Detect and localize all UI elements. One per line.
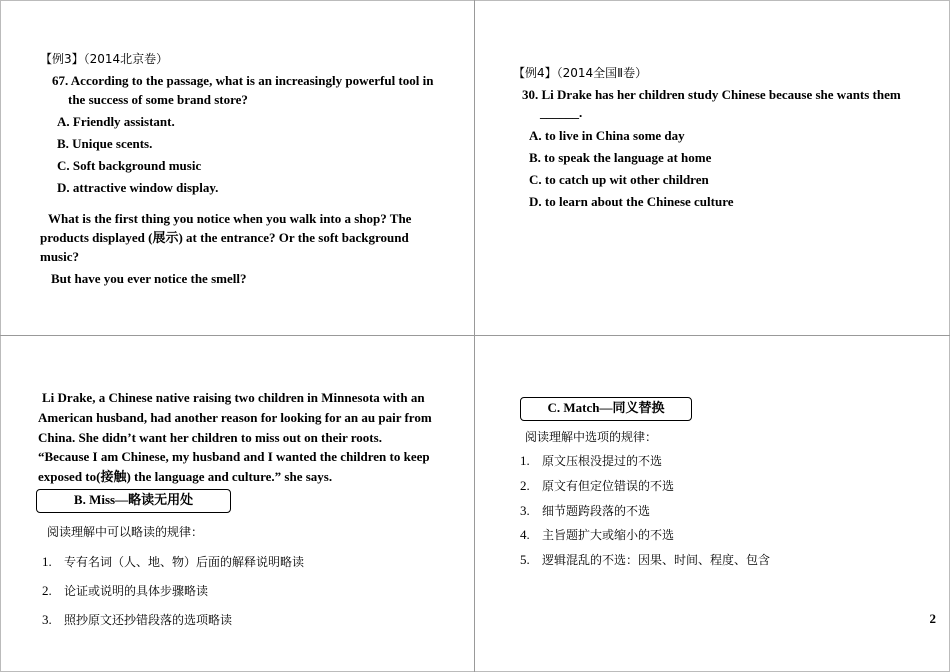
match-rule-3 bbox=[520, 503, 650, 519]
example-4-tag: 【例4】 bbox=[513, 66, 557, 80]
match-rule-4 bbox=[520, 527, 674, 543]
match-rule-2-text: 原文有但定位错误的不选 bbox=[542, 479, 675, 493]
page-number: 2 bbox=[929, 611, 936, 626]
match-rule-4-num: 4. bbox=[520, 527, 530, 542]
miss-rule-2-text: 论证或说明的具体步骤略读 bbox=[64, 584, 209, 598]
match-rule-5-text: 逻辑混乱的不选：因果、时间、程度、包含 bbox=[542, 553, 771, 567]
li-drake-line2: American husband, had another reason for looking for an au pair from bbox=[38, 410, 432, 425]
example-3-option-b: B. Unique scents. bbox=[57, 136, 153, 151]
example-4-question-blank: ______. bbox=[540, 105, 583, 120]
li-drake-line1: Li Drake, a Chinese native raising two children in Minnesota with an bbox=[42, 390, 425, 405]
vertical-divider bbox=[474, 0, 475, 672]
miss-rule-2 bbox=[42, 583, 208, 599]
miss-rule-1 bbox=[42, 554, 304, 570]
horizontal-divider bbox=[0, 335, 950, 336]
miss-rule-3 bbox=[42, 612, 232, 628]
li-drake-line5: exposed to(接触) the language and culture.” she says. bbox=[38, 469, 333, 484]
match-rule-1-text: 原文压根没提过的不选 bbox=[542, 454, 663, 468]
example-3-option-d: D. attractive window display. bbox=[57, 180, 219, 195]
example-3-label bbox=[40, 50, 168, 68]
example-3-option-a: A. Friendly assistant. bbox=[57, 114, 175, 129]
match-rule-2-num: 2. bbox=[520, 478, 530, 493]
miss-rule-1-num: 1. bbox=[42, 554, 52, 569]
example-3-source: （2014北京卷） bbox=[83, 52, 169, 66]
match-rule-5-num: 5. bbox=[520, 552, 530, 567]
match-rule-4-text: 主旨题扩大或缩小的不选 bbox=[542, 528, 675, 542]
example-4-option-a: A. to live in China some day bbox=[529, 128, 685, 143]
example-3-tag: 【例3】 bbox=[40, 52, 84, 66]
miss-rule-2-num: 2. bbox=[42, 583, 52, 598]
match-rule-1 bbox=[520, 453, 662, 469]
example-3-passage-line1: What is the first thing you notice when you walk into a shop? The bbox=[48, 211, 412, 226]
example-3-passage-line3: music? bbox=[40, 249, 79, 264]
example-3-passage-last: But have you ever notice the smell? bbox=[51, 271, 247, 286]
match-rule-1-num: 1. bbox=[520, 453, 530, 468]
miss-rule-3-text: 照抄原文还抄错段落的选项略读 bbox=[64, 613, 233, 627]
match-intro: 阅读理解中选项的规律： bbox=[525, 430, 658, 444]
match-rule-5 bbox=[520, 552, 770, 568]
miss-heading: B. Miss—略读无用处 bbox=[36, 489, 231, 513]
match-rule-3-num: 3. bbox=[520, 503, 530, 518]
example-4-source: （2014全国Ⅱ卷） bbox=[556, 66, 648, 80]
example-4-option-d: D. to learn about the Chinese culture bbox=[529, 194, 734, 209]
li-drake-line3: China. She didn’t want her children to miss out on their roots. bbox=[38, 430, 382, 445]
example-4-option-b: B. to speak the language at home bbox=[529, 150, 712, 165]
example-3-passage-line2: products displayed (展示) at the entrance? Or the soft background bbox=[40, 230, 409, 245]
example-4-label bbox=[513, 64, 647, 82]
example-3-question-line1: 67. According to the passage, what is an increasingly powerful tool in bbox=[52, 73, 434, 88]
li-drake-line4: “Because I am Chinese, my husband and I wanted the children to keep bbox=[38, 449, 430, 464]
miss-rule-1-text: 专有名词（人、地、物）后面的解释说明略读 bbox=[64, 555, 305, 569]
miss-rule-3-num: 3. bbox=[42, 612, 52, 627]
miss-intro: 阅读理解中可以略读的规律： bbox=[47, 525, 204, 539]
example-3-question-line2: the success of some brand store? bbox=[68, 92, 248, 107]
example-3-option-c: C. Soft background music bbox=[57, 158, 202, 173]
match-heading: C. Match—同义替换 bbox=[520, 397, 692, 421]
match-rule-2 bbox=[520, 478, 674, 494]
match-rule-3-text: 细节题跨段落的不选 bbox=[542, 504, 651, 518]
example-4-question-line1: 30. Li Drake has her children study Chinese because she wants them bbox=[522, 87, 901, 102]
example-4-option-c: C. to catch up wit other children bbox=[529, 172, 709, 187]
